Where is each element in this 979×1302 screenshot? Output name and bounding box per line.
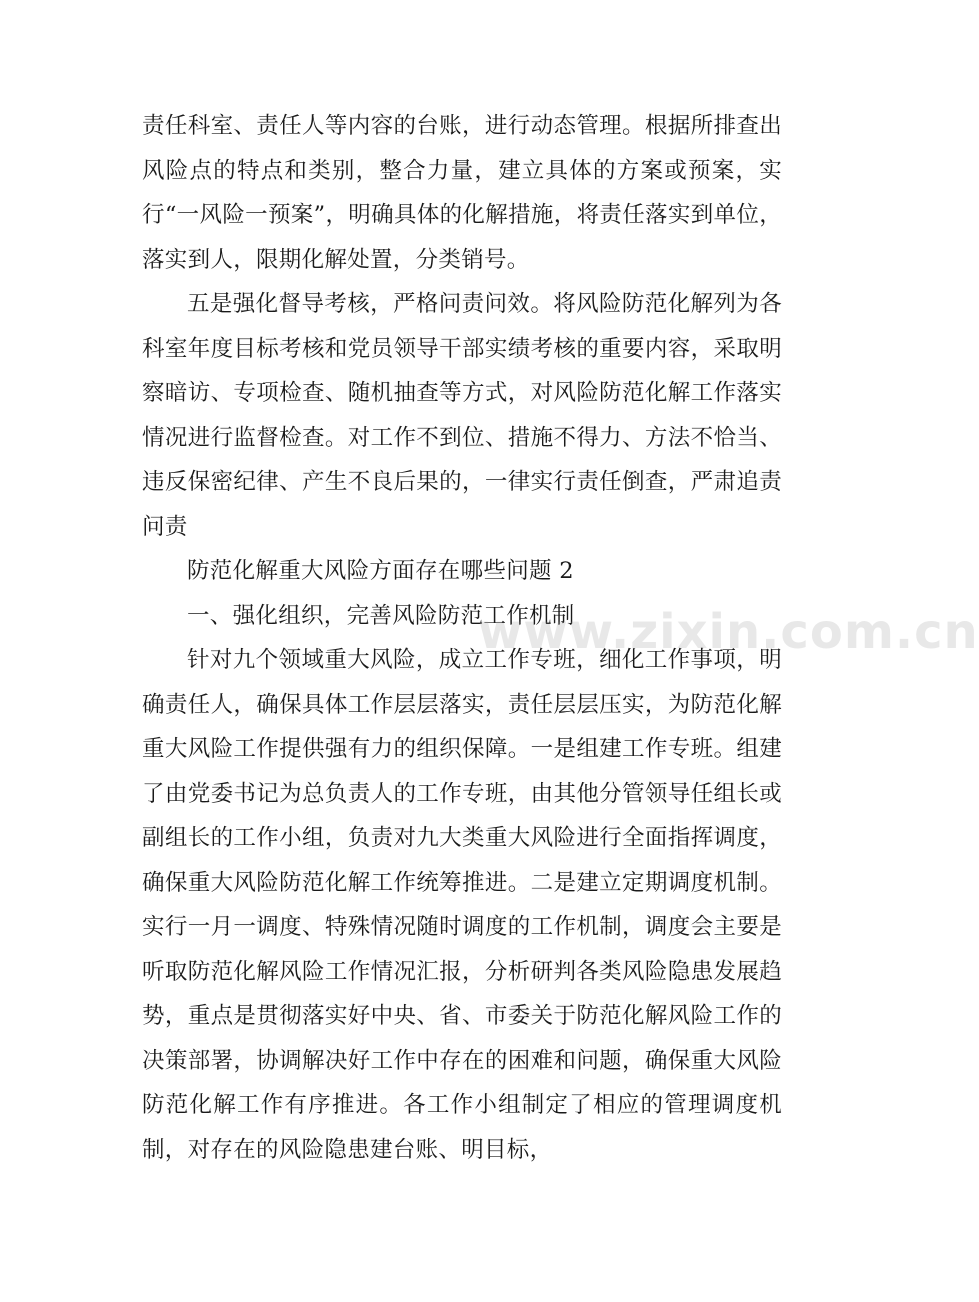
heading-1: 一、强化组织，完善风险防范工作机制 [187, 602, 575, 629]
document-page [142, 104, 782, 1172]
section-title: 防范化解重大风险方面存在哪些问题 2 [187, 558, 574, 584]
paragraph-2: 五是强化督导考核，严格问责问效。将风险防范化解列为各科室年度目标考核和党员领导干部实绩考核的重要内容，采取明察暗访、专项检查、随机抽查等方式，对风险防范化解工作落实情况进行监督检查。对工作不到位、措施不得力、方法不恰当、违反保密纪律、产生不良后果的，一律实行责任倒查，严肃追责问责 [142, 291, 782, 540]
watermark: www.zixin.com.cn [478, 604, 979, 660]
paragraph-3: 针对九个领域重大风险，成立工作专班，细化工作事项，明确责任人，确保具体工作层层落实，责任层层压实，为防范化解重大风险工作提供强有力的组织保障。一是组建工作专班。组建了由党委书记为总负责人的工作专班，由其他分管领导任组长或副组长的工作小组，负责对九大类重大风险进行全面指挥调度，确保重大风险防范化解工作统筹推进。二是建立定期调度机制。实行一月一调度、特殊情况随时调度的工作机制，调度会主要是听取防范化解风险工作情况汇报，分析研判各类风险隐患发展趋势，重点是贯彻落实好中央、省、市委关于防范化解风险工作的决策部署，协调解决好工作中存在的困难和问题，确保重大风险防范化解工作有序推进。各工作小组制定了相应的管理调度机制，对存在的风险隐患建台账、明目标， [142, 647, 782, 1163]
paragraph-1: 责任科室、责任人等内容的台账，进行动态管理。根据所排查出风险点的特点和类别，整合力量，建立具体的方案或预案，实行“一风险一预案”，明确具体的化解措施，将责任落实到单位，落实到人，限期化解处置，分类销号。 [142, 113, 782, 273]
